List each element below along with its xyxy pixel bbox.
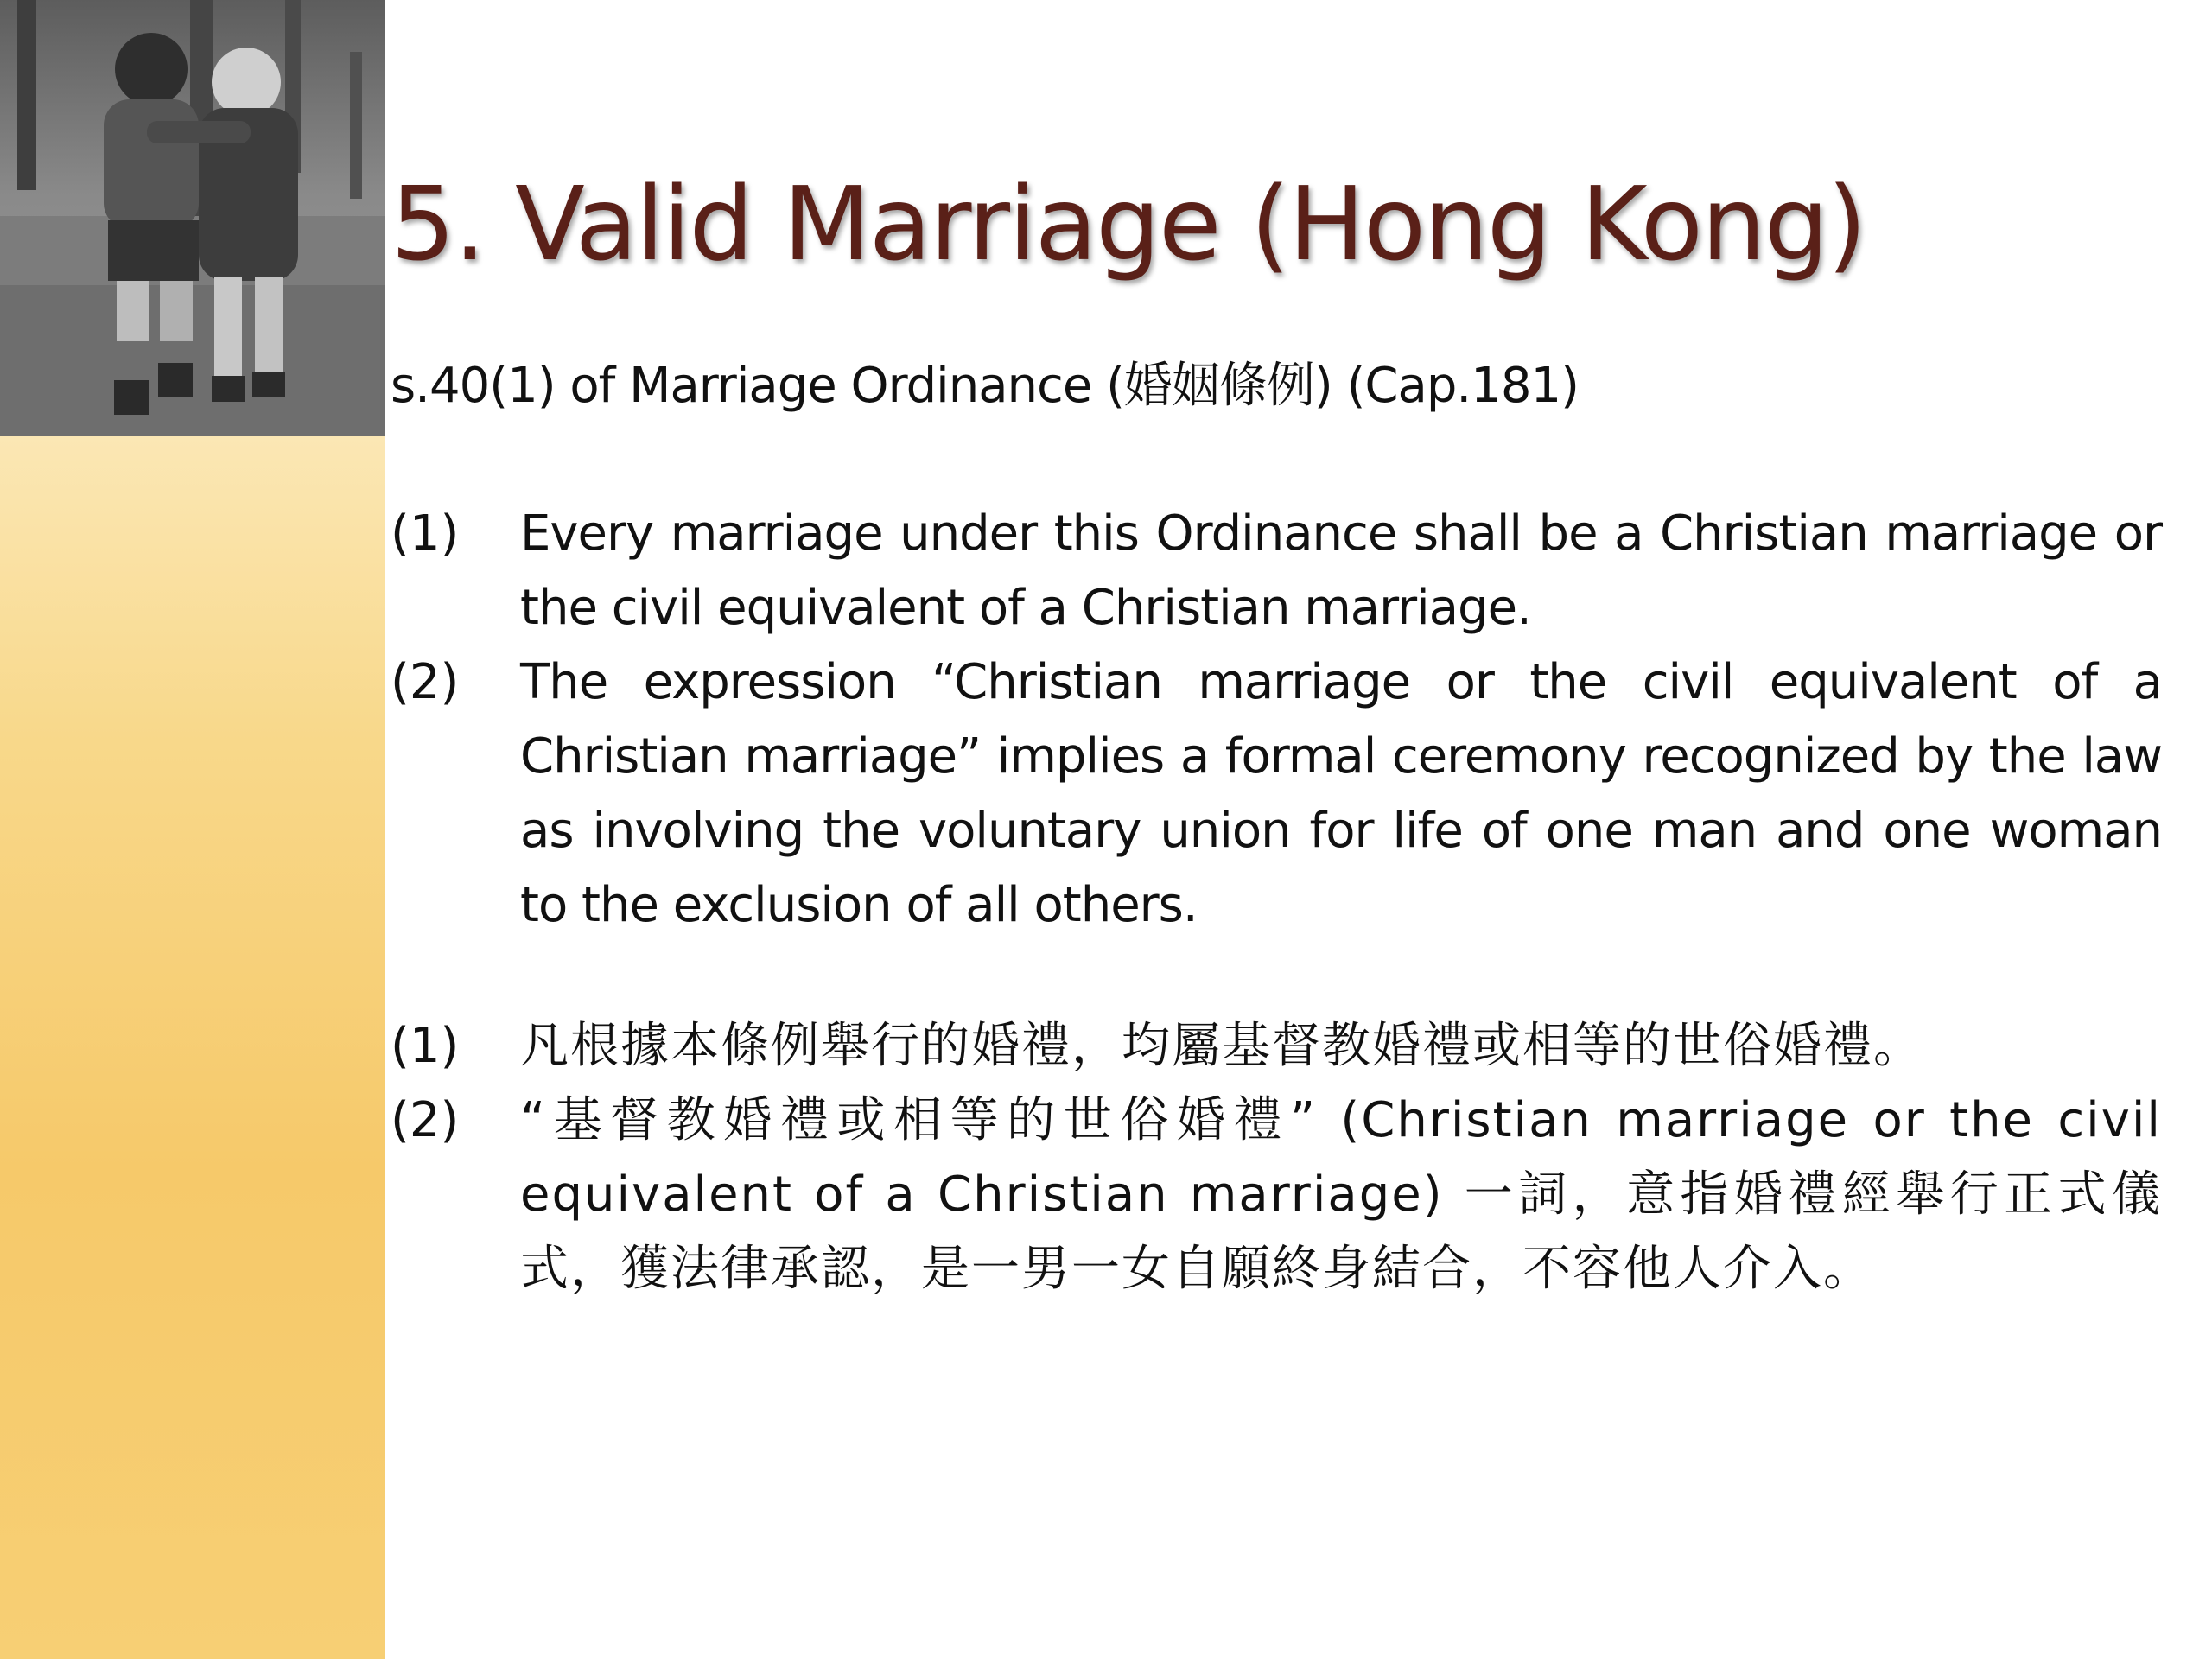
item-text: The expression “Christian marriage or the civil equivalent of a Christian marriage” implies a formal ceremony recognized by the law as involving the voluntary union for life of one man and one woman to the exclusion of all others. — [520, 654, 2162, 933]
english-item-1 — [391, 497, 2162, 645]
item-text: “基督教婚禮或相等的世俗婚禮” (Christian marriage or the civil equivalent of a Christian marriage) 一詞，意指婚禮經舉行正式儀式，獲法律承認，是一男一女自願終身結合，不容他人介入。 — [520, 1092, 2162, 1297]
children-walking-photo — [0, 0, 385, 436]
english-item-2 — [391, 645, 2162, 943]
item-text: Every marriage under this Ordinance shall be a Christian marriage or the civil equivalent of a Christian marriage. — [520, 505, 2162, 636]
decorative-side-band — [0, 436, 385, 1659]
item-number: (1) — [391, 1018, 460, 1074]
photo-illustration — [0, 0, 385, 436]
item-text: 凡根據本條例舉行的婚禮，均屬基督教婚禮或相等的世俗婚禮。 — [520, 1018, 1923, 1074]
chinese-provisions — [391, 1009, 2162, 1306]
slide-title: 5. Valid Marriage (Hong Kong) — [391, 164, 1866, 283]
chinese-item-2 — [391, 1084, 2162, 1306]
item-number: (1) — [391, 505, 460, 562]
english-provisions — [391, 497, 2162, 943]
chinese-item-1 — [391, 1009, 2162, 1084]
item-number: (2) — [391, 654, 460, 710]
item-number: (2) — [391, 1092, 460, 1148]
slide-subtitle: s.40(1) of Marriage Ordinance (婚姻條例) (Cap.181) — [391, 358, 1579, 414]
